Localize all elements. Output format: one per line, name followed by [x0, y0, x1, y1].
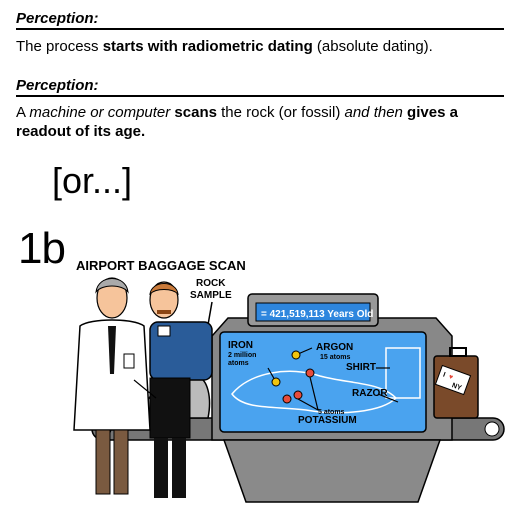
argon-sub: 15 atoms [320, 354, 351, 361]
readout-text: = 421,519,113 Years Old [261, 309, 374, 320]
potassium-sub: 5 atoms [318, 409, 345, 416]
section2-heading: Perception: [16, 77, 99, 94]
heart-icon: ♥ [447, 373, 454, 382]
sticker-text-1: I [441, 371, 447, 379]
section2-divider [16, 95, 504, 97]
or-text: [or...] [52, 160, 133, 201]
rock-sample-label-2: SAMPLE [190, 290, 232, 301]
iron-label: IRON [228, 340, 253, 351]
lab-technician [74, 278, 156, 494]
section1-divider [16, 28, 504, 30]
razor-label: RAZOR [352, 388, 388, 399]
argon-atom [292, 351, 300, 359]
iron-sub-2: atoms [228, 360, 249, 367]
sticker-text-2: NY [450, 382, 463, 393]
rock-sample-label-1: ROCK [196, 278, 226, 289]
figure-number: 1b [18, 224, 65, 273]
potassium-atom-3 [283, 395, 291, 403]
potassium-atom-1 [306, 369, 314, 377]
argon-label: ARGON [316, 342, 354, 353]
iron-sub-1: 2 million [228, 352, 257, 359]
potassium-atom-2 [294, 391, 302, 399]
baggage-scan-illustration [0, 270, 516, 511]
scanner-base [224, 440, 440, 502]
section1-text: The process starts with radiometric dating (absolute dating). [16, 38, 433, 55]
conveyor-roller-right [485, 422, 499, 436]
illustration-title: AIRPORT BAGGAGE SCAN [76, 258, 246, 273]
section2-text: A machine or computer scans the rock (or fossil) and then gives a readout of its age. [16, 104, 458, 140]
potassium-label: POTASSIUM [298, 415, 357, 426]
iron-atom [272, 378, 280, 386]
section1-heading: Perception: [16, 10, 99, 27]
shirt-label: SHIRT [346, 362, 376, 373]
